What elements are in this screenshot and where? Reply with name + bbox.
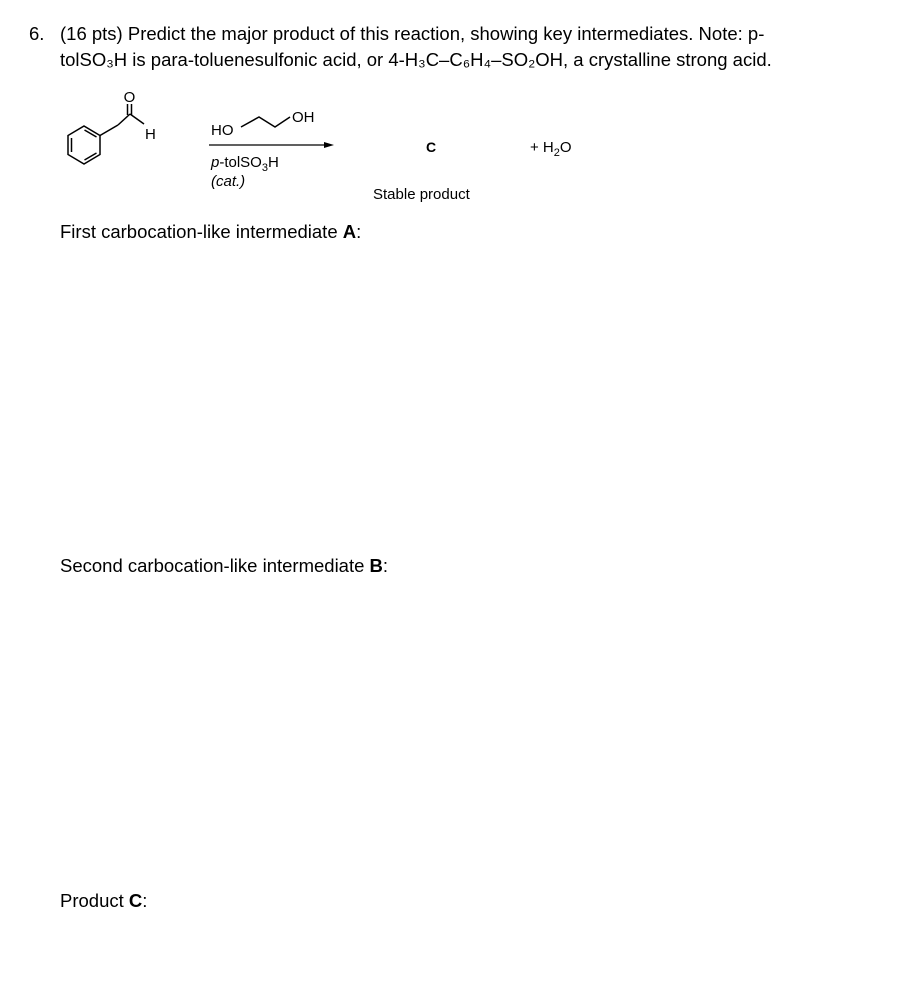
question-line-2: tolSO₃H is para-toluenesulfonic acid, or 4-H₃C–C₆H₄–SO₂OH, a crystalline strong acid. xyxy=(60,49,772,70)
intermediate-b-text: Second carbocation-like intermediate xyxy=(60,555,370,576)
aldehyde-oxygen: O xyxy=(123,89,136,106)
ring-double-bond xyxy=(85,130,97,137)
diol-oh-label: OH xyxy=(292,109,315,126)
question-number: 6. xyxy=(29,23,45,44)
question-text-1: (16 pts) Predict the major product of this reaction, showing key intermediates. Note: p- xyxy=(60,23,765,44)
ring-double-bond xyxy=(85,153,97,160)
product-c-answer-letter: C xyxy=(128,890,143,911)
arrow-head xyxy=(324,142,334,148)
diol-chain xyxy=(241,117,290,127)
benzaldehyde-structure xyxy=(68,104,144,164)
product-c-text: Product xyxy=(60,890,129,911)
benzene-ring xyxy=(68,126,100,164)
water-subscript: 2 xyxy=(553,147,560,159)
diol-ho-label: HO xyxy=(211,122,234,139)
catalyst-label xyxy=(210,154,279,174)
water-o: O xyxy=(559,139,572,156)
carbonyl-carbon-bond xyxy=(118,114,130,125)
catalyst-rest: -tolSO xyxy=(219,154,262,171)
product-c-letter: C xyxy=(425,139,437,155)
catalyst-prefix: p xyxy=(211,154,220,171)
intermediate-a-colon: : xyxy=(356,221,362,242)
intermediate-b-label xyxy=(60,555,388,577)
aldehyde-h-bond xyxy=(130,114,144,124)
product-c-label xyxy=(60,890,147,912)
water-byproduct xyxy=(530,139,572,159)
intermediate-a-text: First carbocation-like intermediate xyxy=(60,221,343,242)
product-c-colon: : xyxy=(142,890,148,911)
intermediate-a-label xyxy=(60,221,361,243)
aldehyde-hydrogen: H xyxy=(145,126,156,143)
intermediate-b-letter: B xyxy=(369,555,383,576)
catalyst-note: (cat.) xyxy=(211,173,246,190)
intermediate-b-colon: : xyxy=(382,555,389,576)
catalyst-h: H xyxy=(267,154,279,171)
catalyst-subscript: 3 xyxy=(261,162,268,174)
intermediate-a-letter: A xyxy=(342,221,357,242)
water-prefix: + H xyxy=(530,139,554,156)
aryl-carbon-bond xyxy=(100,125,118,136)
stable-product-label: Stable product xyxy=(373,186,470,203)
